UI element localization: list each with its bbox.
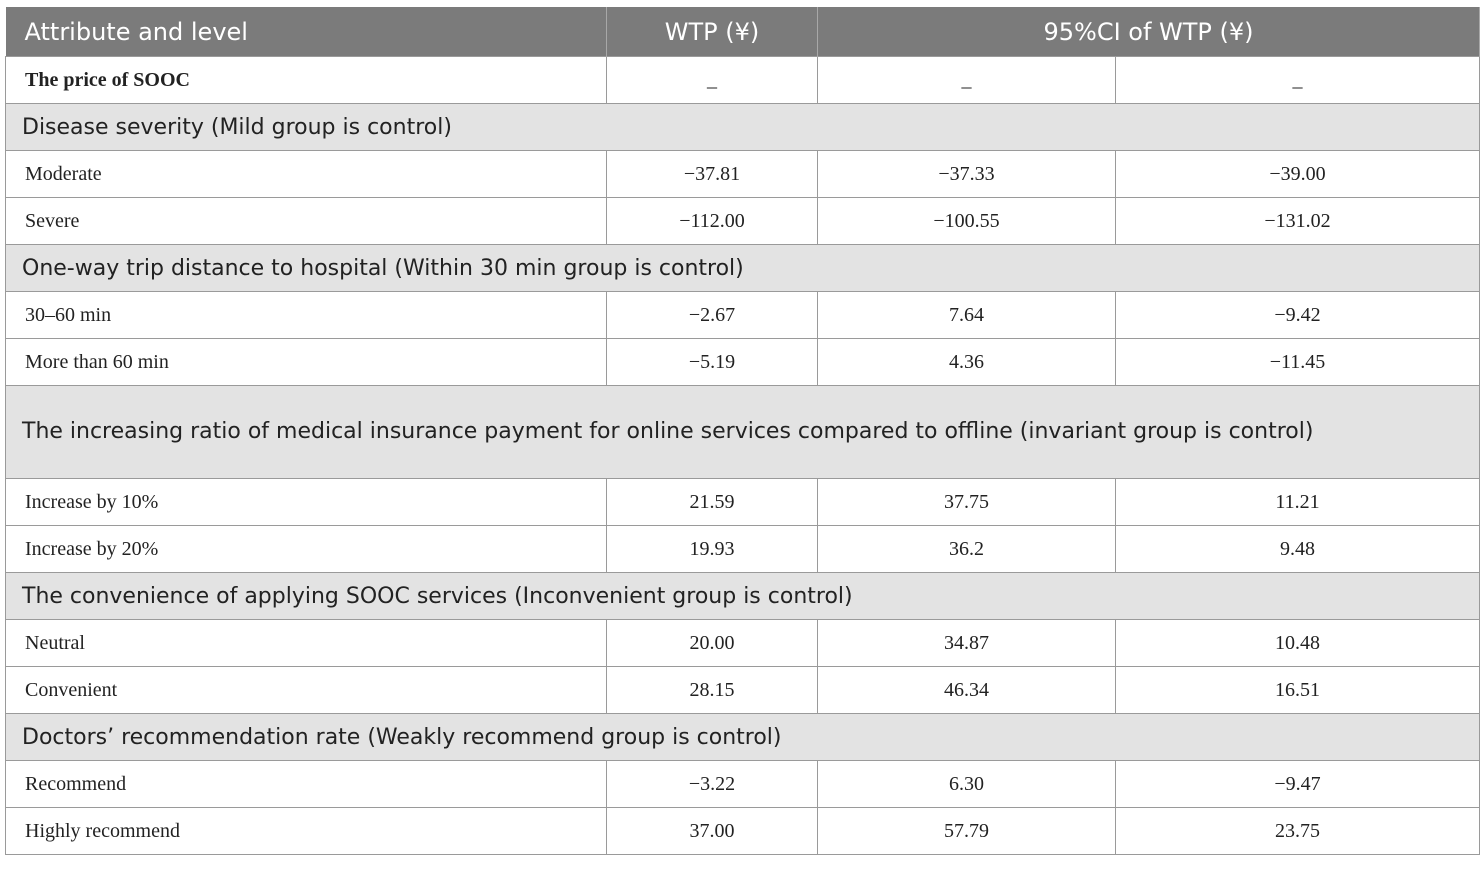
cell-ci-b: 11.21 xyxy=(1116,479,1480,526)
table-row xyxy=(6,292,1480,339)
cell-ci-b: 10.48 xyxy=(1116,620,1480,667)
cell-ci-a: _ xyxy=(818,57,1116,104)
row-label: Highly recommend xyxy=(6,808,607,855)
row-label: Neutral xyxy=(6,620,607,667)
table-row xyxy=(6,479,1480,526)
group-header-row xyxy=(6,714,1480,761)
group-header-row xyxy=(6,386,1480,479)
cell-wtp: 28.15 xyxy=(607,667,818,714)
table-row xyxy=(6,808,1480,855)
cell-wtp: −112.00 xyxy=(607,198,818,245)
cell-wtp: 20.00 xyxy=(607,620,818,667)
group-title: Doctors’ recommendation rate (Weakly recommend group is control) xyxy=(6,714,1480,761)
group-header-row xyxy=(6,104,1480,151)
table-row xyxy=(6,620,1480,667)
cell-ci-b: 16.51 xyxy=(1116,667,1480,714)
group-title: The increasing ratio of medical insurance payment for online services compared to offline (invariant group is control) xyxy=(6,386,1480,479)
cell-ci-a: 36.2 xyxy=(818,526,1116,573)
group-title: Disease severity (Mild group is control) xyxy=(6,104,1480,151)
cell-wtp: 19.93 xyxy=(607,526,818,573)
wtp-table-container xyxy=(5,7,1479,855)
cell-ci-b: −131.02 xyxy=(1116,198,1480,245)
row-label: The price of SOOC xyxy=(6,57,607,104)
cell-ci-a: 6.30 xyxy=(818,761,1116,808)
cell-wtp: 37.00 xyxy=(607,808,818,855)
cell-ci-b: 9.48 xyxy=(1116,526,1480,573)
header-ci: 95%CI of WTP (¥) xyxy=(818,7,1480,57)
table-row xyxy=(6,761,1480,808)
table-row xyxy=(6,57,1480,104)
cell-wtp: −3.22 xyxy=(607,761,818,808)
row-label: More than 60 min xyxy=(6,339,607,386)
table-row xyxy=(6,526,1480,573)
row-label: Increase by 10% xyxy=(6,479,607,526)
row-label: Recommend xyxy=(6,761,607,808)
table-row xyxy=(6,198,1480,245)
header-wtp: WTP (¥) xyxy=(607,7,818,57)
cell-ci-a: 4.36 xyxy=(818,339,1116,386)
row-label: Moderate xyxy=(6,151,607,198)
row-label: Severe xyxy=(6,198,607,245)
cell-ci-a: −100.55 xyxy=(818,198,1116,245)
cell-wtp: −5.19 xyxy=(607,339,818,386)
table-row xyxy=(6,667,1480,714)
cell-ci-a: 57.79 xyxy=(818,808,1116,855)
cell-wtp: −2.67 xyxy=(607,292,818,339)
cell-ci-a: 46.34 xyxy=(818,667,1116,714)
cell-ci-a: 34.87 xyxy=(818,620,1116,667)
row-label: Increase by 20% xyxy=(6,526,607,573)
cell-ci-a: 37.75 xyxy=(818,479,1116,526)
cell-ci-b: −39.00 xyxy=(1116,151,1480,198)
cell-wtp: _ xyxy=(607,57,818,104)
header-attribute: Attribute and level xyxy=(6,7,607,57)
cell-ci-b: −11.45 xyxy=(1116,339,1480,386)
group-title: One-way trip distance to hospital (Within 30 min group is control) xyxy=(6,245,1480,292)
wtp-table xyxy=(5,7,1480,855)
row-label: 30–60 min xyxy=(6,292,607,339)
cell-ci-b: 23.75 xyxy=(1116,808,1480,855)
table-row xyxy=(6,339,1480,386)
cell-ci-a: −37.33 xyxy=(818,151,1116,198)
header-row xyxy=(6,7,1480,57)
group-header-row xyxy=(6,245,1480,292)
group-header-row xyxy=(6,573,1480,620)
group-title: The convenience of applying SOOC services (Inconvenient group is control) xyxy=(6,573,1480,620)
cell-ci-b: _ xyxy=(1116,57,1480,104)
cell-wtp: −37.81 xyxy=(607,151,818,198)
cell-ci-a: 7.64 xyxy=(818,292,1116,339)
row-label: Convenient xyxy=(6,667,607,714)
cell-ci-b: −9.47 xyxy=(1116,761,1480,808)
cell-wtp: 21.59 xyxy=(607,479,818,526)
table-row xyxy=(6,151,1480,198)
cell-ci-b: −9.42 xyxy=(1116,292,1480,339)
